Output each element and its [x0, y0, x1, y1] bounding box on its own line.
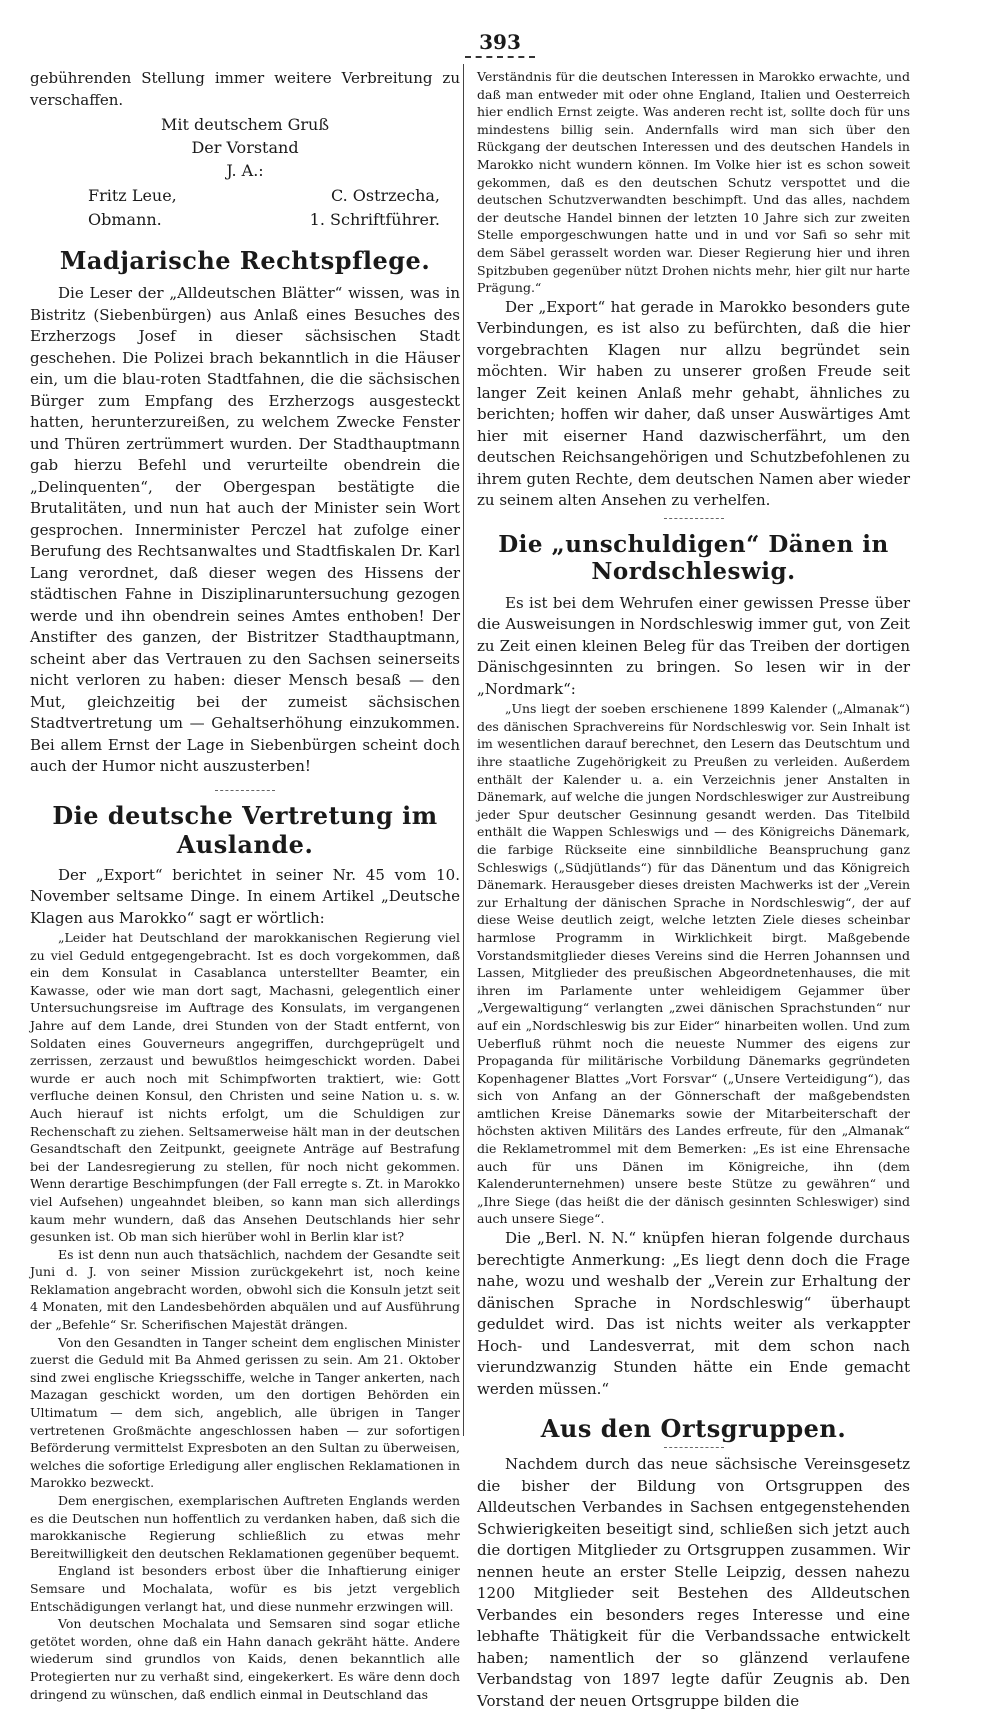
quote-paragraph: Von deutschen Mochalata und Semsaren sind sogar etliche getötet worden, ohne daß ein Hahn danach gekräht hätte. Andere wiederum sind grundlos von Kaids, denen bekanntlich alle Protegierten nur zu verhaßt sind, eingekerkert. Es wäre denn doch dringend zu wünschen, daß endlich einmal in Deutschland das [30, 1616, 460, 1702]
section-heading: Die deutsche Vertretung im Auslande. [52, 800, 438, 859]
signature-block [30, 184, 460, 232]
greeting-line: J. A.: [226, 161, 264, 180]
section-separator [664, 1447, 724, 1448]
greeting-line: Mit deutschem Gruß [160, 115, 330, 134]
signature-name: C. Ostrzecha, [330, 186, 440, 205]
quote-paragraph: Es ist denn nun auch thatsächlich, nachdem der Gesandte seit Juni d. J. von seiner Mission zurückgekehrt ist, noch keine Reklamation angebracht worden, obwohl sich die Konsuln jetzt seit 4 Monaten, mit den Landesbehörden abquälen und auf Ausführung der „Befehle“ Sr. Scherifischen Majestät drängen. [30, 1246, 460, 1333]
quote-paragraph: Verständnis für die deutschen Interessen in Marokko erwachte, und daß man entweder mit oder ohne England, Italien und Oesterreich hier endlich Ernst zeigte. Was anderen recht ist, sollte doch für uns mindestens billig sein. Andernfalls wird man sich über den Rückgang der deutschen Interessen und des deutschen Handels in Marokko nicht wundern können. Im Volke hier ist es schon soweit gekommen, daß es den deutschen Schutz verspottet und die deutschen Schutzverwandten beschimpft. Und das alles, nachdem der deutsche Handel binnen der letzten 10 Jahre sich zur zweiten Stelle emporgeschwungen hatte und in und vor Safi so sehr mit dem Säbel gerasselt worden war. Dieser Regierung hier und ihren Spitzbuben gegenüber nützt Drohen nichts mehr, hier gilt nur harte Prägung.“ [477, 69, 910, 296]
quote-paragraph: Dem energischen, exemplarischen Auftreten Englands werden es die Deutschen nun hoffentlich zu verdanken haben, daß sich die marokkanische Regierung schließlich zu etwas mehr Bereitwilligkeit den deutschen Reklamationen gegenüber bequemt. [30, 1493, 460, 1561]
greeting-block [30, 113, 460, 182]
section-separator [215, 790, 275, 791]
section-heading: Aus den Ortsgruppen. [540, 1414, 847, 1444]
article-paragraph: Die Leser der „Alldeutschen Blätter“ wissen, was in Bistritz (Siebenbürgen) aus Anlaß eines Besuches des Erzherzogs Josef in dieser sächsischen Stadt geschehen. Die Polizei brach bekanntlich in die Häuser ein, um die blau-roten Stadtfahnen, die die sächsischen Bürger zum Empfang des Erzherzogs ausgesteckt hatten, herunterzureißen, zu welchem Zwecke Fenster und Thüren zertrümmert wurden. Der Stadthauptmann gab hierzu Befehl und verurteilte obendrein die „Delinquenten“, der Obergespan bestätigte die Brutalitäten, und nun hat auch der Minister sein Wort gesprochen. Innerminister Perczel hat zufolge einer Berufung des Rechtsanwaltes und Stadtfiskalen Dr. Karl Lang verordnet, daß dieser wegen des Hissens der städtischen Fahne in Disziplinaruntersuchung gezogen werde und ihn obendrein seines Amtes enthoben! Der Anstifter des ganzen, der Bistritzer Stadthauptmann, scheint aber das Vertrauen zu den Sachsen seinerseits nicht verloren zu haben: dieser Mensch besaß — den Mut, gleichzeitig bei der zumeist sächsischen Stadtvertretung um — Gehaltserhöhung einzukommen. Bei allem Ernst der Lage in Siebenbürgen scheint doch auch der Humor nicht auszusterben! [30, 284, 460, 775]
quote-paragraph: „Uns liegt der soeben erschienene 1899 Kalender („Almanak“) des dänischen Sprachvereins für Nordschleswig vor. Sein Inhalt ist im wesentlichen darauf berechnet, den Lesern das Deutschtum und ihre staatliche Zugehörigkeit zu Preußen zu verleiden. Außerdem enthält der Kalender u. a. ein Verzeichnis jener Anstalten in Dänemark, auf welche die jungen Nordschleswiger zur Austreibung jeder Spur deutscher Gesinnung gesandt werden. Das Titelbild enthält die Wappen Schleswigs und — des Königreichs Dänemark, die farbige Rückseite eine sinnbildliche Beanspruchung ganz Schleswigs („Südjütlands“) für das Dänentum und das Königreich Dänemark. Herausgeber dieses dreisten Machwerks ist der „Verein zur Erhaltung der dänischen Sprache in Nordschleswig“, der auf diese Weise deutlich zeigt, welche letzten Ziele dieses scheinbar harmlose Programm in Wirklichkeit birgt. Maßgebende Vorstandsmitglieder dieses Vereins sind die Herren Johannsen und Lassen, Mitglieder des preußischen Abgeordnetenhauses, die mit ihren im Parlamente unter wehleidigem Gejammer über „Vergewaltigung“ verlangten „zwei dänischen Sprachstunden“ nur auf ein „Nordschleswig bis zur Eider“ hinarbeiten wollen. Und zum Ueberfluß rühmt noch die neueste Nummer des eigens zur Propaganda für militärische Vorbildung Dänemarks gegründeten Kopenhagener Blattes „Vort Forsvar“ („Unsere Verteidigung“), das sich von Anfang an der Gönnerschaft der maßgebendsten amtlichen Kreise Dänemarks sowie der Mitarbeiterschaft der höchsten aktiven Militärs des Landes erfreute, für den „Almanak“ die Reklametrommel mit dem Bemerken: „Es ist eine Ehrensache auch für uns Dänen im Königreiche, ihn (dem Kalenderunternehmen) unsere beste Stütze zu gewähren“ und „Ihre Siege (das heißt die der dänisch gesinnten Schleswiger) sind auch unsere Siege“. [477, 701, 910, 1227]
section-heading: Madjarische Rechtspflege. [59, 246, 431, 275]
page-number: 393 [420, 30, 580, 58]
article-paragraph: Der „Export“ berichtet in seiner Nr. 45 vom 10. November seltsame Dinge. In einem Artikel „Deutsche Klagen aus Marokko“ sagt er wörtlich: [30, 865, 460, 927]
signature-role: Obmann. [88, 210, 162, 229]
section-heading: Die „unschuldigen“ Dänen in Nordschleswig. [498, 530, 889, 585]
column-divider [463, 64, 464, 1436]
article-paragraph: Der „Export“ hat gerade in Marokko besonders gute Verbindungen, es ist also zu befürchten, daß die hier vorgebrachten Klagen nur allzu begründet sein möchten. Wir haben zu unserer großen Freude seit langer Zeit keinen Anlaß mehr gehabt, ähnliches zu berichten; hoffen wir daher, daß unser Auswärtiges Amt hier mit eiserner Hand dazwischerfährt, um den deutschen Reichsangehörigen und Schutzbefohlenen zu ihrem guten Rechte, dem deutschen Namen aber wieder zu seinem alten Ansehen zu verhelfen. [477, 297, 910, 510]
quote-paragraph: „Leider hat Deutschland der marokkanischen Regierung viel zu viel Geduld entgegengebracht. Ist es doch vorgekommen, daß ein dem Konsulat in Casablanca unterstellter Beamter, ein Kawasse, oder wie man dort sagt, Machasni, gelegentlich einer Untersuchungsreise im Auftrage des Konsulats, im vergangenen Jahre auf dem Lande, drei Stunden von der Stadt entfernt, von Soldaten eines Gouverneurs angegriffen, durchgeprügelt und zerrissen, zerzaust und bewußtlos heimgeschickt worden. Dabei wurde er auch noch mit Schimpfworten traktiert, wie: Gott verfluche deinen Konsul, den Christen und seine Nation u. s. w. Auch hierauf ist nichts erfolgt, um die Schuldigen zur Rechenschaft zu ziehen. Seltsamerweise hält man in der deutschen Gesandtschaft den Zeitpunkt, geeignete Anträge auf Bestrafung bei der Landesregierung zu stellen, für noch nicht gekommen. Wenn derartige Beschimpfungen (der Fall erregte s. Zt. in Marokko viel Aufsehen) ungeahndet bleiben, so kann man sich allerdings kaum mehr wundern, daß das Ansehen Deutschlands hier sehr gesunken ist. Ob man sich hierüber wohl in Berlin klar ist? [30, 930, 460, 1245]
intro-paragraph: gebührenden Stellung immer weitere Verbreitung zu verschaffen. [30, 69, 460, 109]
quote-paragraph: Von den Gesandten in Tanger scheint dem englischen Minister zuerst die Geduld mit Ba Ahmed gerissen zu sein. Am 21. Oktober sind zwei englische Kriegsschiffe, welche in Tanger ankerten, nach Mazagan geschickt worden, um den dortigen Behörden ein Ultimatum — dem sich, angeblich, alle übrigen in Tanger vertretenen Großmächte angeschlossen haben — zur sofortigen Beförderung vermittelst Expresboten an den Sultan zu überweisen, welches die sofortige Erledigung aller englischen Reklamationen in Marokko bezweckt. [30, 1334, 460, 1491]
quote-paragraph: England ist besonders erbost über die Inhaftierung einiger Semsare und Mochalata, wofür es bis jetzt vergeblich Entschädigungen verlangt hat, und diese nunmehr erzwingen will. [30, 1563, 460, 1614]
signature-name: Fritz Leue, [88, 186, 177, 205]
left-column [30, 68, 460, 1702]
greeting-line: Der Vorstand [191, 138, 299, 157]
page-number-rule [465, 56, 535, 58]
article-paragraph: Es ist bei dem Wehrufen einer gewissen Presse über die Ausweisungen in Nordschleswig immer gut, von Zeit zu Zeit einen kleinen Beleg für das Treiben der dortigen Dänischgesinnten zu bringen. So lesen wir in der „Nordmark“: [477, 593, 910, 698]
right-column [477, 68, 910, 1710]
article-paragraph: Nachdem durch das neue sächsische Vereinsgesetz die bisher der Bildung von Ortsgruppen des Alldeutschen Verbandes in Sachsen entgegenstehenden Schwierigkeiten beseitigt sind, schließen sich jetzt auch die dortigen Mitglieder zu Ortsgruppen zusammen. Wir nennen heute an erster Stelle Leipzig, dessen nahezu 1200 Mitglieder seit Bestehen des Alldeutschen Verbandes ein besonders reges Interesse und eine lebhafte Thätigkeit für die Verbandssache entwickelt haben; namentlich der so glänzend verlaufene Verbandstag von 1897 legte dafür Zeugnis ab. Den Vorstand der neuen Ortsgruppe bilden die [477, 1455, 910, 1710]
article-paragraph: Die „Berl. N. N.“ knüpfen hieran folgende durchaus berechtigte Anmerkung: „Es liegt denn doch die Frage nahe, wozu und weshalb der „Verein zur Erhaltung der dänischen Sprache in Nordschleswig“ überhaupt geduldet wird. Das ist nichts weiter als verkappter Hoch- und Landesverrat, mit dem schon nach vierundzwanzig Stunden hätte ein Ende gemacht werden müssen.“ [477, 1229, 910, 1398]
signature-role: 1. Schriftführer. [309, 210, 440, 229]
section-separator [664, 518, 724, 519]
